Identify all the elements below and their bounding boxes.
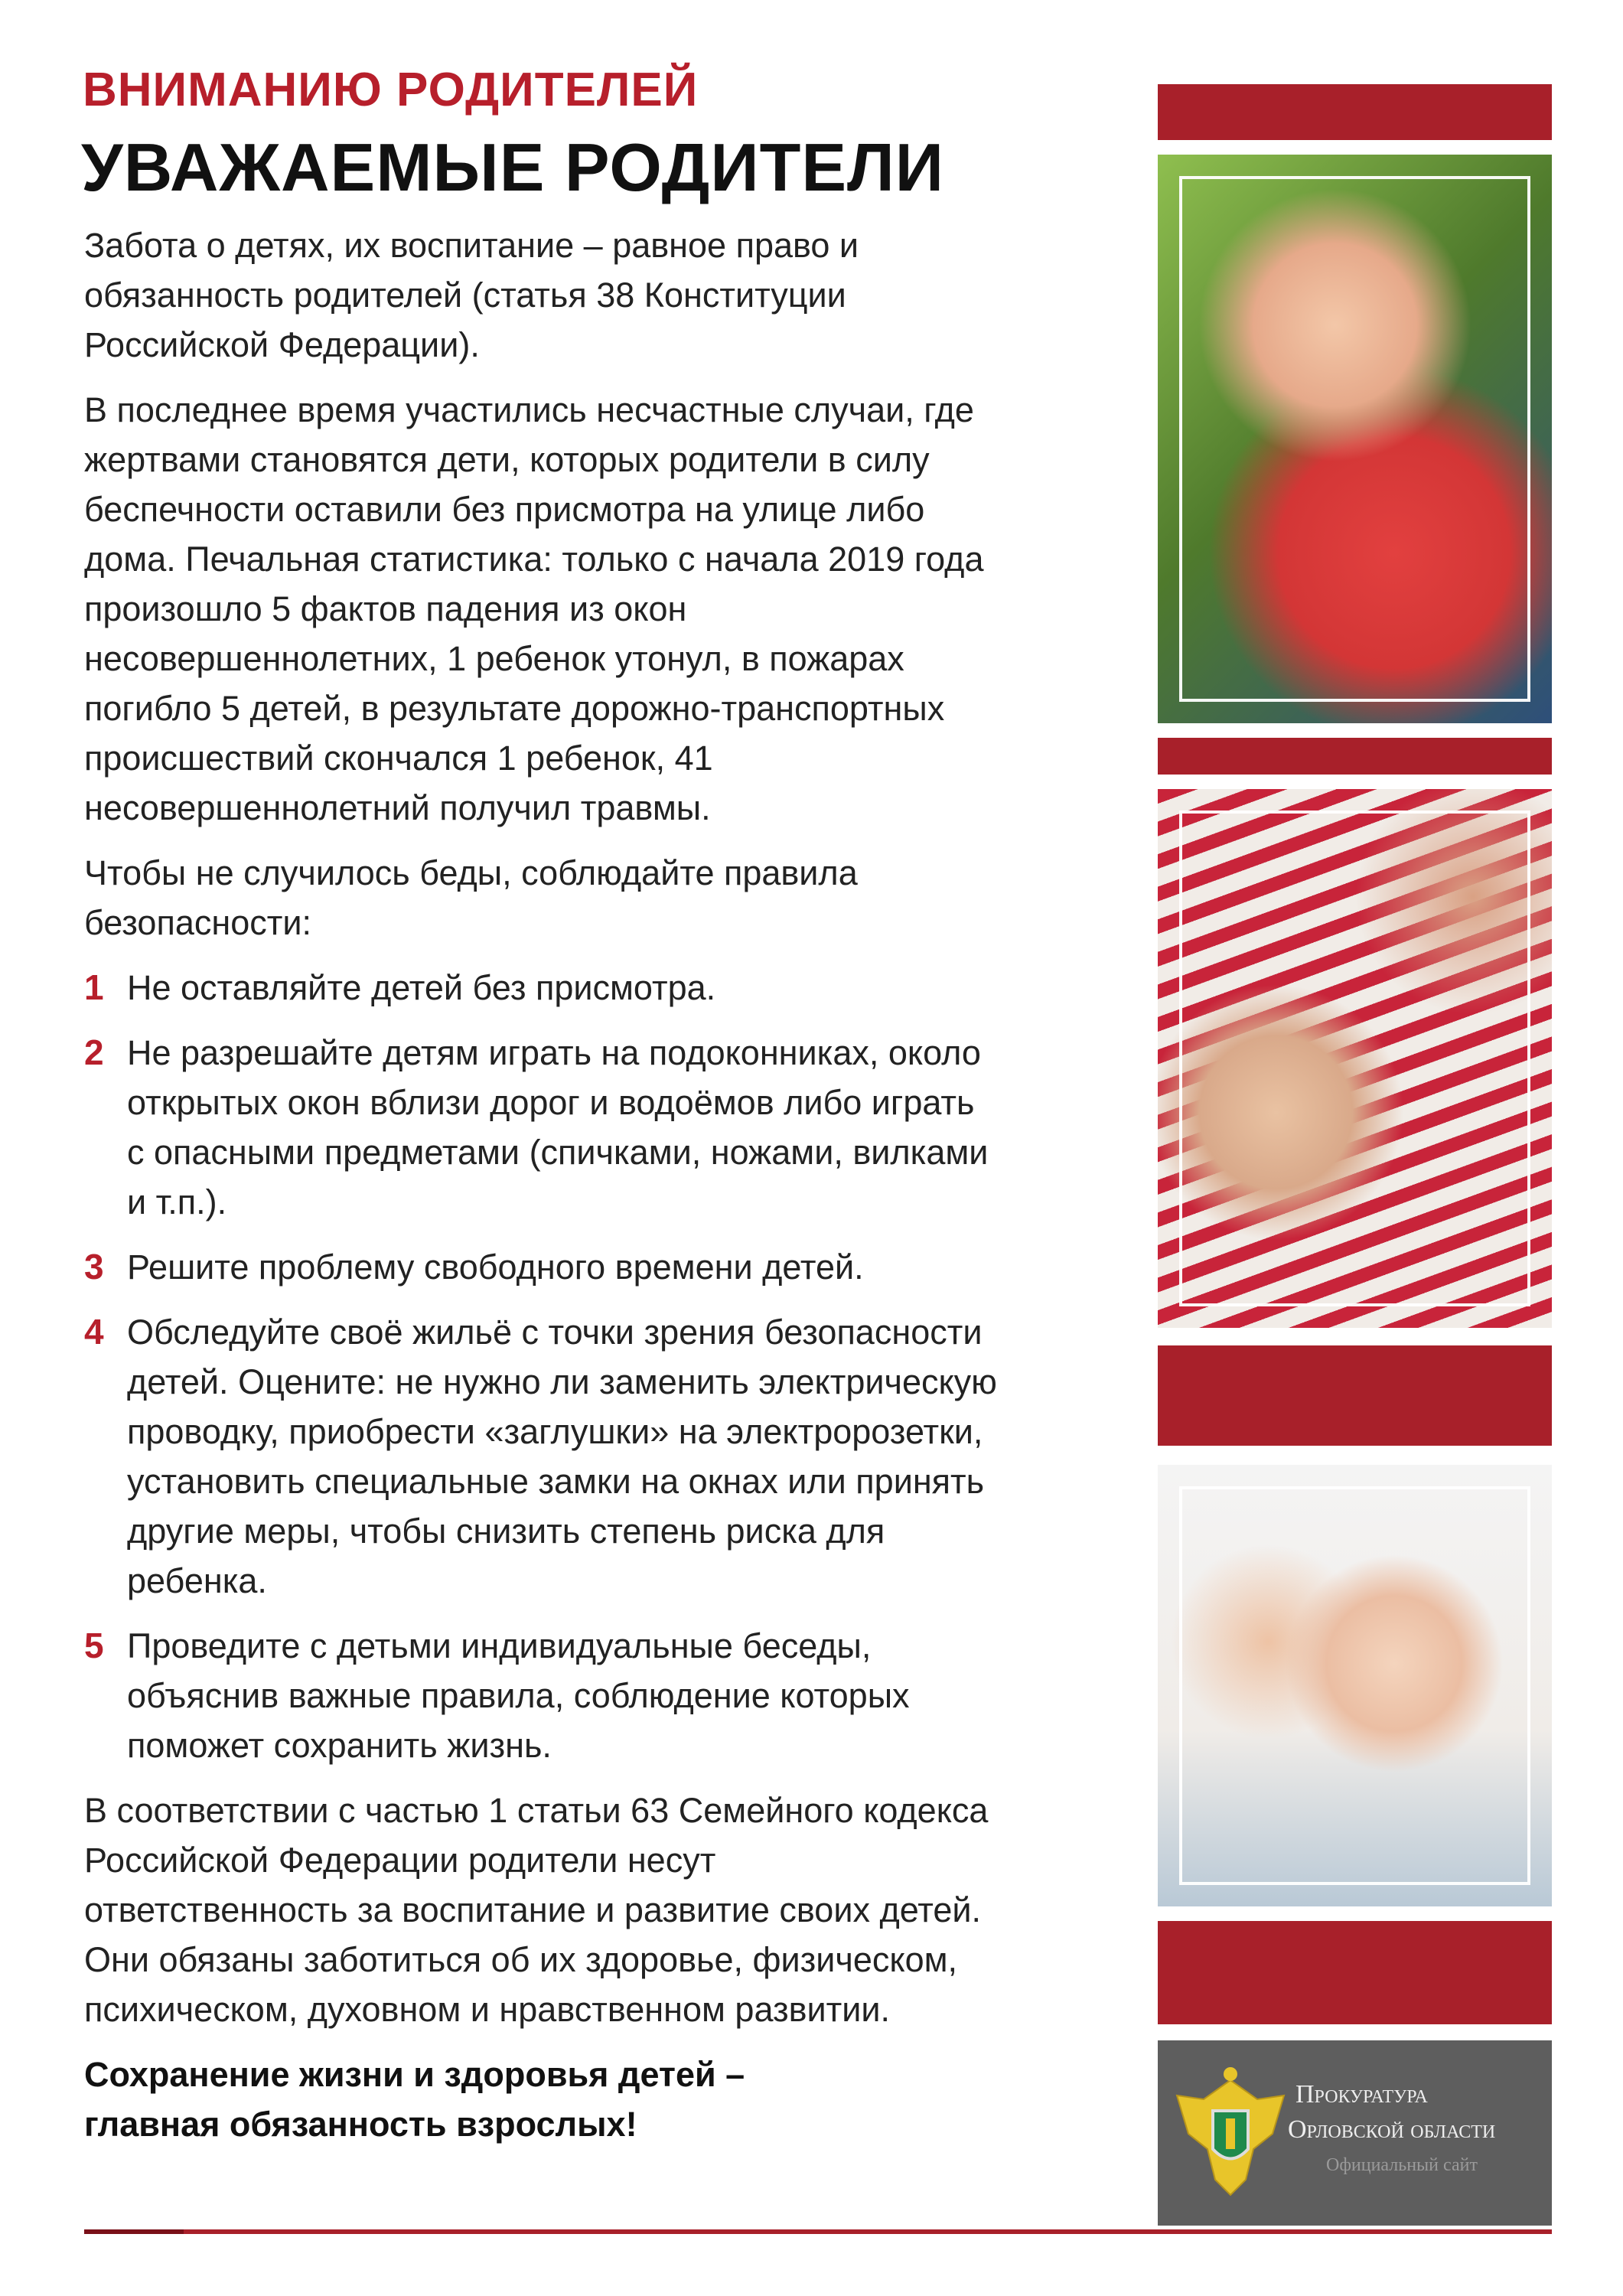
- rule-item-5: [84, 1621, 1140, 1770]
- bottom-divider-accent: [84, 2229, 184, 2234]
- intro-paragraph: [84, 220, 1140, 370]
- decor-bar: [1158, 1345, 1552, 1446]
- text-line: жертвами становятся дети, которых родители в силу: [84, 440, 930, 479]
- photo-frame: [1179, 810, 1530, 1306]
- text-line: обязанность родителей (статья 38 Конституции: [84, 276, 846, 315]
- logo-subtitle: Официальный сайт: [1326, 2155, 1478, 2175]
- text-line: В последнее время участились несчастные случаи, где: [84, 390, 974, 429]
- decor-bar: [1158, 1921, 1552, 2024]
- rule-item-2: [84, 1028, 1140, 1227]
- decor-bar: [1158, 84, 1552, 140]
- rule-number: 5: [84, 1626, 104, 1665]
- text-line: психическом, духовном и нравственном развитии.: [84, 1990, 891, 2029]
- rule-number: 1: [84, 967, 104, 1007]
- text-line: детей. Оцените: не нужно ли заменить электрическую: [127, 1362, 997, 1401]
- text-line: ответственность за воспитание и развитие своих детей.: [84, 1890, 982, 1929]
- rules-intro-paragraph: [84, 848, 1140, 947]
- rule-item-1: [84, 963, 1140, 1013]
- logo-title-line2: Орловской области: [1288, 2115, 1496, 2144]
- photo-frame: [1179, 1486, 1530, 1885]
- text-line: В соответствии с частью 1 статьи 63 Семейного кодекса: [84, 1791, 989, 1830]
- family-photo-kiss: [1158, 155, 1552, 723]
- text-line: происшествий скончался 1 ребенок, 41: [84, 739, 713, 778]
- text-line: поможет сохранить жизнь.: [127, 1726, 552, 1765]
- text-line: Забота о детях, их воспитание – равное право и: [84, 226, 859, 265]
- text-line: Российской Федерации).: [84, 325, 480, 364]
- rule-item-4: [84, 1307, 1140, 1606]
- text-line: открытых окон вблизи дорог и водоёмов либо играть: [127, 1083, 975, 1122]
- rule-number: 3: [84, 1247, 104, 1287]
- text-line: Чтобы не случилось беды, соблюдайте правила: [84, 853, 858, 892]
- text-line: проводку, приобрести «заглушки» на электророзетки,: [127, 1412, 983, 1451]
- text-line: Они обязаны заботиться об их здоровье, физическом,: [84, 1940, 958, 1979]
- text-line: Обследуйте своё жильё с точки зрения безопасности: [127, 1313, 983, 1352]
- mother-child-photo: [1158, 789, 1552, 1328]
- photo-frame: [1179, 176, 1530, 702]
- text-line: и т.п.).: [127, 1182, 227, 1221]
- mother-baby-photo: [1158, 1465, 1552, 1906]
- text-line: произошло 5 фактов падения из окон: [84, 589, 687, 628]
- text-line: установить специальные замки на окнах или принять: [127, 1462, 985, 1501]
- text-line: безопасности:: [84, 903, 311, 942]
- rule-number: 4: [84, 1312, 104, 1352]
- text-line: беспечности оставили без присмотра на улице либо: [84, 490, 925, 529]
- bottom-divider: [84, 2229, 1552, 2234]
- text-line: Решите проблему свободного времени детей.: [127, 1247, 864, 1287]
- text-line: Проведите с детьми индивидуальные беседы,: [127, 1626, 872, 1665]
- kicker-heading: ВНИМАНИЮ РОДИТЕЛЕЙ: [83, 64, 699, 116]
- text-line: объяснив важные правила, соблюдение которых: [127, 1676, 910, 1715]
- text-line: Не разрешайте детям играть на подоконниках, около: [127, 1033, 981, 1072]
- double-headed-eagle-emblem-icon: [1173, 2065, 1288, 2199]
- page-title: УВАЖАЕМЫЕ РОДИТЕЛИ: [81, 129, 945, 205]
- text-line: главная обязанность взрослых!: [84, 2105, 637, 2144]
- text-line: Не оставляйте детей без присмотра.: [127, 968, 716, 1007]
- text-line: ребенка.: [127, 1561, 267, 1600]
- text-line: несовершеннолетних, 1 ребенок утонул, в пожарах: [84, 639, 904, 678]
- text-line: дома. Печальная статистика: только с начала 2019 года: [84, 540, 984, 579]
- main-content: [84, 220, 1140, 2164]
- decor-bar: [1158, 738, 1552, 775]
- prosecutor-office-logo[interactable]: [1158, 2040, 1552, 2226]
- text-line: другие меры, чтобы снизить степень риска для: [127, 1512, 885, 1551]
- text-line: погибло 5 детей, в результате дорожно-транспортных: [84, 689, 945, 728]
- text-line: Российской Федерации родители несут: [84, 1841, 716, 1880]
- rule-number: 2: [84, 1032, 104, 1072]
- logo-title-line1: Прокуратура: [1295, 2080, 1428, 2108]
- closing-statement: [84, 2050, 1140, 2149]
- text-line: с опасными предметами (спичками, ножами, вилками: [127, 1133, 989, 1172]
- text-line: несовершеннолетний получил травмы.: [84, 788, 711, 827]
- text-line: Сохранение жизни и здоровья детей –: [84, 2055, 745, 2094]
- law-paragraph: [84, 1786, 1140, 2034]
- statistics-paragraph: [84, 385, 1140, 833]
- rule-item-3: [84, 1242, 1140, 1292]
